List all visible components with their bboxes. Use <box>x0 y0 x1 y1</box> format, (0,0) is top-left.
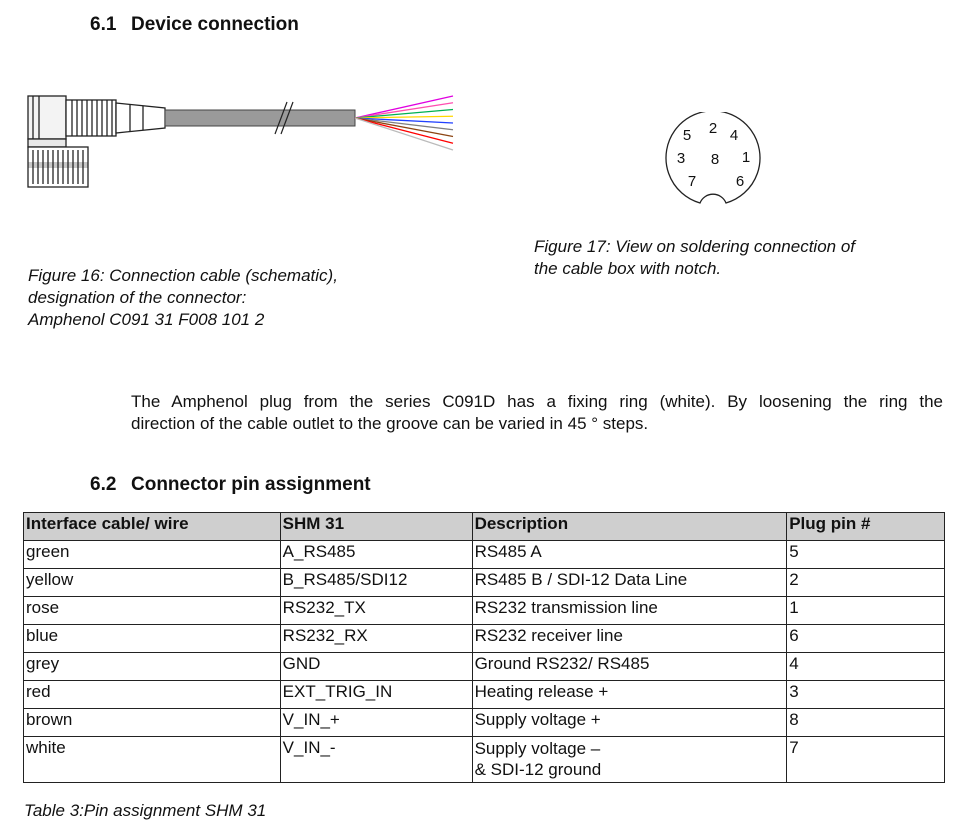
pin-label: 6 <box>735 173 745 190</box>
cell-description: Ground RS232/ RS485 <box>472 653 787 681</box>
fixing-ring-paragraph <box>131 391 943 435</box>
cell-pin: 8 <box>787 709 945 737</box>
cell-pin: 5 <box>787 541 945 569</box>
pin-label: 7 <box>687 173 697 190</box>
cable-icon <box>165 102 355 134</box>
cell-signal: RS232_TX <box>280 597 472 625</box>
table-row <box>24 541 945 569</box>
angled-connector-icon <box>28 96 165 187</box>
cell-wire: brown <box>24 709 281 737</box>
caption-line: the cable box with notch. <box>534 259 722 278</box>
cell-wire: yellow <box>24 569 281 597</box>
section-number: 6.1 <box>90 14 117 35</box>
table-3-caption: Table 3:Pin assignment SHM 31 <box>24 801 267 820</box>
wire-line <box>355 118 453 130</box>
connector-pin-view <box>660 112 770 210</box>
pin-label: 8 <box>710 151 720 168</box>
cell-signal: V_IN_+ <box>280 709 472 737</box>
table-row <box>24 737 945 783</box>
cell-wire: blue <box>24 625 281 653</box>
header-interface-cable: Interface cable/ wire <box>24 513 281 541</box>
cell-pin: 7 <box>787 737 945 783</box>
cell-wire: white <box>24 737 281 783</box>
table-row <box>24 569 945 597</box>
header-shm31: SHM 31 <box>280 513 472 541</box>
wire-fan <box>355 96 453 150</box>
section-title: Device connection <box>131 14 299 35</box>
cell-description <box>472 737 787 783</box>
cell-signal: GND <box>280 653 472 681</box>
cell-signal: EXT_TRIG_IN <box>280 681 472 709</box>
description-line: Supply voltage – <box>474 739 601 758</box>
cell-signal: V_IN_- <box>280 737 472 783</box>
cell-description: RS485 B / SDI-12 Data Line <box>472 569 787 597</box>
caption-line: Figure 17: View on soldering connection of <box>534 237 855 256</box>
table-header-row <box>24 513 945 541</box>
description-line: & SDI-12 ground <box>474 760 602 779</box>
cell-description: RS485 A <box>472 541 787 569</box>
cell-signal: B_RS485/SDI12 <box>280 569 472 597</box>
table-row <box>24 625 945 653</box>
cell-wire: green <box>24 541 281 569</box>
cell-wire: grey <box>24 653 281 681</box>
cell-signal: A_RS485 <box>280 541 472 569</box>
cell-pin: 3 <box>787 681 945 709</box>
cell-description: Supply voltage + <box>472 709 787 737</box>
cell-pin: 6 <box>787 625 945 653</box>
cell-description: Heating release + <box>472 681 787 709</box>
section-number: 6.2 <box>90 474 117 495</box>
cell-description: RS232 receiver line <box>472 625 787 653</box>
cell-signal: RS232_RX <box>280 625 472 653</box>
pin-label: 3 <box>676 150 686 167</box>
figure-17-caption <box>534 236 855 280</box>
table-row <box>24 597 945 625</box>
caption-line: Amphenol C091 31 F008 101 2 <box>28 310 265 329</box>
paragraph-line: The Amphenol plug from the series C091D has a fixing ring (white). By loosening the ring the <box>131 392 943 411</box>
pin-label: 2 <box>708 120 718 137</box>
cell-pin: 4 <box>787 653 945 681</box>
caption-line: designation of the connector: <box>28 288 247 307</box>
section-title: Connector pin assignment <box>131 474 371 495</box>
pin-label: 1 <box>741 149 751 166</box>
cell-pin: 2 <box>787 569 945 597</box>
cell-wire: rose <box>24 597 281 625</box>
figure-16-caption <box>28 265 338 331</box>
table-row <box>24 709 945 737</box>
pin-assignment-table <box>23 512 945 783</box>
cell-description: RS232 transmission line <box>472 597 787 625</box>
caption-line: Figure 16: Connection cable (schematic), <box>28 266 338 285</box>
wire-line <box>355 96 453 118</box>
cell-wire: red <box>24 681 281 709</box>
pin-label: 4 <box>729 127 739 144</box>
section-heading-device-connection <box>90 14 299 36</box>
table-row <box>24 653 945 681</box>
paragraph-line: direction of the cable outlet to the groove can be varied in 45 ° steps. <box>131 414 649 433</box>
header-plug-pin: Plug pin # <box>787 513 945 541</box>
pin-label: 5 <box>682 127 692 144</box>
header-description: Description <box>472 513 787 541</box>
section-heading-pin-assignment <box>90 474 371 496</box>
connection-cable-schematic <box>25 90 460 195</box>
table-row <box>24 681 945 709</box>
cell-pin: 1 <box>787 597 945 625</box>
